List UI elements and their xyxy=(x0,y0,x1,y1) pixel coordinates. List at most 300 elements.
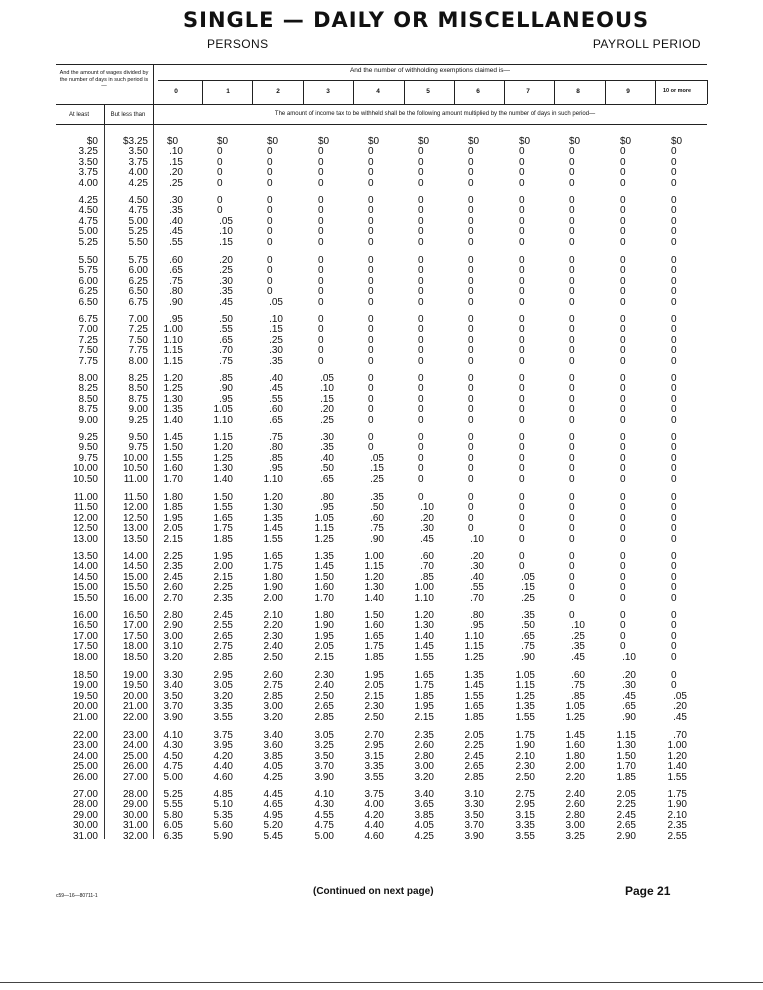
exemption-count-header: 10 or more xyxy=(662,88,692,94)
tax-amount-cell: 0 xyxy=(671,651,677,663)
tax-amount-cell: 3.25 xyxy=(565,830,585,842)
wage-but-less-cell: 31.00 xyxy=(122,820,148,832)
tax-amount-cell: 0 xyxy=(368,373,374,384)
tax-amount-cell: 1.60 xyxy=(163,463,183,475)
tax-amount-cell: .75 xyxy=(521,641,535,653)
table-row xyxy=(0,713,763,723)
tax-amount-cell: 0 xyxy=(468,265,474,277)
wage-at-least-cell: 8.25 xyxy=(78,383,98,395)
tax-amount-cell: 1.25 xyxy=(213,452,233,464)
tax-amount-cell: 1.10 xyxy=(464,630,484,642)
tax-amount-cell: 0 xyxy=(519,533,525,545)
tax-amount-cell: 0 xyxy=(368,236,374,248)
wage-header: And the amount of wages divided by the number of days in such period is— xyxy=(59,70,149,89)
tax-amount-cell: 0 xyxy=(671,571,677,583)
tax-amount-cell: .80 xyxy=(470,610,484,621)
tax-amount-cell: 1.35 xyxy=(263,512,283,524)
tax-amount-cell: 0 xyxy=(368,177,374,189)
table-row xyxy=(0,325,763,335)
tax-amount-cell: 0 xyxy=(569,236,575,248)
tax-amount-cell: 0 xyxy=(418,383,424,395)
tax-amount-cell: 3.70 xyxy=(163,701,183,713)
tax-amount-cell: 1.35 xyxy=(163,404,183,416)
table-row xyxy=(0,405,763,415)
tax-amount-cell: 0 xyxy=(620,523,626,535)
tax-amount-cell: 0 xyxy=(620,156,626,168)
tax-amount-cell: .35 xyxy=(571,641,585,653)
tax-amount-cell: 1.25 xyxy=(464,651,484,663)
tax-amount-cell: 3.65 xyxy=(414,799,434,811)
wage-but-less-cell: 17.50 xyxy=(122,630,148,642)
wage-but-less-cell: 4.50 xyxy=(128,195,148,206)
tax-amount-cell: 0 xyxy=(620,414,626,426)
tax-amount-cell: .25 xyxy=(269,334,283,346)
tax-amount-cell: 0 xyxy=(318,177,324,189)
tax-amount-cell: 0 xyxy=(418,345,424,357)
tax-amount-cell: 3.90 xyxy=(464,830,484,842)
tax-amount-cell: .05 xyxy=(521,571,535,583)
tax-amount-cell: 1.90 xyxy=(667,799,687,811)
tax-amount-cell: 0 xyxy=(620,512,626,524)
tax-amount-cell: .20 xyxy=(622,670,636,681)
tax-amount-cell: 1.40 xyxy=(364,592,384,604)
tax-amount-cell: 0 xyxy=(671,442,677,454)
tax-amount-cell: 2.05 xyxy=(163,523,183,535)
wage-at-least-cell: 22.00 xyxy=(72,730,98,741)
wage-but-less-cell: 8.00 xyxy=(128,355,148,367)
wage-at-least-cell: 3.25 xyxy=(78,146,98,158)
tax-amount-cell: .15 xyxy=(521,582,535,594)
tax-amount-cell: 0 xyxy=(468,334,474,346)
tax-amount-cell: 1.90 xyxy=(263,582,283,594)
tax-amount-cell: 0 xyxy=(620,373,626,384)
tax-amount-cell: 1.50 xyxy=(213,492,233,503)
tax-amount-cell: 0 xyxy=(620,610,626,621)
tax-amount-cell: 4.60 xyxy=(364,830,384,842)
wage-but-less-cell: 13.50 xyxy=(122,533,148,545)
tax-amount-cell: 0 xyxy=(217,205,223,217)
tax-amount-cell: 0 xyxy=(519,195,525,206)
tax-amount-cell: 0 xyxy=(318,167,324,179)
tax-amount-cell: 0 xyxy=(671,255,677,266)
tax-amount-cell: 0 xyxy=(620,324,626,336)
tax-amount-cell: .50 xyxy=(219,314,233,325)
tax-amount-cell: .75 xyxy=(370,523,384,535)
tax-amount-cell: .90 xyxy=(370,533,384,545)
tax-amount-cell: .75 xyxy=(169,275,183,287)
tax-amount-cell: 0 xyxy=(671,670,677,681)
tax-amount-cell: 1.15 xyxy=(314,523,334,535)
tax-amount-cell: .70 xyxy=(673,730,687,741)
tax-amount-cell: .30 xyxy=(269,345,283,357)
tax-amount-cell: .80 xyxy=(169,286,183,298)
wage-at-least-cell: 6.25 xyxy=(78,286,98,298)
tax-amount-cell: 1.85 xyxy=(213,533,233,545)
tax-amount-cell: 0 xyxy=(569,473,575,485)
tax-amount-cell: 1.50 xyxy=(616,750,636,762)
table-row xyxy=(0,653,763,663)
tax-amount-cell: 0 xyxy=(368,355,374,367)
wage-at-least-cell: 13.00 xyxy=(72,533,98,545)
tax-amount-cell: 1.20 xyxy=(364,571,384,583)
tax-amount-cell: 0 xyxy=(620,296,626,308)
tax-amount-cell: 0 xyxy=(519,146,525,158)
header-column-divider xyxy=(252,80,253,104)
tax-amount-cell: 3.20 xyxy=(163,651,183,663)
tax-amount-cell: 1.70 xyxy=(314,592,334,604)
wage-at-least-cell: 12.50 xyxy=(72,523,98,535)
tax-amount-cell: 2.50 xyxy=(314,690,334,702)
at-least-header: At least xyxy=(68,112,89,118)
tax-amount-cell: 0 xyxy=(569,582,575,594)
tax-amount-cell: 0 xyxy=(368,195,374,206)
tax-amount-cell: 0 xyxy=(519,167,525,179)
tax-amount-cell: 0 xyxy=(620,551,626,562)
tax-amount-cell: 0 xyxy=(418,355,424,367)
wage-but-less-cell: $3.25 xyxy=(122,136,148,147)
tax-amount-cell: .25 xyxy=(219,265,233,277)
tax-amount-cell: .30 xyxy=(320,432,334,443)
tax-amount-cell: 3.10 xyxy=(163,641,183,653)
tax-amount-cell: 1.60 xyxy=(364,620,384,632)
tax-amount-cell: 1.05 xyxy=(314,512,334,524)
table-row xyxy=(0,384,763,394)
header-column-divider xyxy=(104,104,105,124)
tax-amount-cell: 3.50 xyxy=(314,750,334,762)
tax-amount-cell: 4.05 xyxy=(414,820,434,832)
tax-amount-cell: .75 xyxy=(269,432,283,443)
wage-but-less-cell: 6.50 xyxy=(128,286,148,298)
tax-amount-cell: 3.70 xyxy=(464,820,484,832)
table-row xyxy=(0,287,763,297)
tax-amount-cell: 1.55 xyxy=(515,711,535,723)
tax-amount-cell: 4.25 xyxy=(263,771,283,783)
tax-amount-cell: .80 xyxy=(269,442,283,454)
tax-amount-cell: 0 xyxy=(569,215,575,227)
tax-amount-cell: .90 xyxy=(219,383,233,395)
tax-amount-cell: 2.80 xyxy=(565,809,585,821)
tax-amount-cell: 0 xyxy=(519,345,525,357)
tax-amount-cell: 2.45 xyxy=(464,750,484,762)
tax-amount-cell: 3.60 xyxy=(263,740,283,752)
wage-but-less-cell: 20.00 xyxy=(122,690,148,702)
tax-amount-cell: 6.05 xyxy=(163,820,183,832)
tax-amount-cell: 0 xyxy=(519,432,525,443)
tax-amount-cell: 0 xyxy=(671,345,677,357)
tax-amount-cell: 0 xyxy=(368,334,374,346)
tax-amount-cell: $0 xyxy=(167,136,179,147)
tax-amount-cell: 0 xyxy=(468,314,474,325)
wage-at-least-cell: 19.00 xyxy=(72,680,98,692)
tax-amount-cell: .25 xyxy=(521,592,535,604)
tax-amount-cell: 4.10 xyxy=(314,789,334,800)
tax-amount-cell: 0 xyxy=(217,167,223,179)
tax-amount-cell: 0 xyxy=(671,463,677,475)
tax-amount-cell: 3.20 xyxy=(263,711,283,723)
tax-amount-cell: 0 xyxy=(620,463,626,475)
tax-amount-cell: 2.35 xyxy=(163,561,183,573)
tax-amount-cell: 0 xyxy=(418,177,424,189)
tax-amount-cell: .65 xyxy=(269,414,283,426)
tax-amount-cell: 0 xyxy=(468,463,474,475)
tax-header: The amount of income tax to be withheld shall be the following amount multiplied by the number of days in such period— xyxy=(274,111,596,117)
subtitle-payroll-period: PAYROLL PERIOD xyxy=(592,37,701,51)
tax-amount-cell: .05 xyxy=(269,296,283,308)
wage-at-least-cell: 6.75 xyxy=(78,314,98,325)
tax-amount-cell: 1.30 xyxy=(414,620,434,632)
tax-amount-cell: 0 xyxy=(671,275,677,287)
tax-amount-cell: 2.65 xyxy=(464,761,484,773)
tax-amount-cell: 0 xyxy=(368,146,374,158)
tax-amount-cell: 1.75 xyxy=(515,730,535,741)
tax-amount-cell: .40 xyxy=(169,215,183,227)
tax-amount-cell: .10 xyxy=(420,502,434,514)
tax-amount-cell: 0 xyxy=(519,156,525,168)
tax-amount-cell: 2.75 xyxy=(515,789,535,800)
tax-amount-cell: 0 xyxy=(468,393,474,405)
tax-amount-cell: 0 xyxy=(368,296,374,308)
tax-amount-cell: 1.30 xyxy=(616,740,636,752)
tax-amount-cell: .35 xyxy=(219,286,233,298)
tax-amount-cell: 5.00 xyxy=(314,830,334,842)
wage-but-less-cell: 26.00 xyxy=(122,761,148,773)
tax-amount-cell: 1.80 xyxy=(263,571,283,583)
tax-amount-cell: 0 xyxy=(620,334,626,346)
exemption-count-header: 0 xyxy=(174,88,178,95)
tax-amount-cell: 0 xyxy=(519,265,525,277)
tax-amount-cell: 0 xyxy=(671,630,677,642)
tax-amount-cell: .45 xyxy=(571,651,585,663)
wage-but-less-cell: 8.75 xyxy=(128,393,148,405)
tax-amount-cell: .85 xyxy=(571,690,585,702)
tax-amount-cell: 0 xyxy=(318,345,324,357)
tax-amount-cell: 0 xyxy=(418,236,424,248)
tax-amount-cell: 3.30 xyxy=(163,670,183,681)
tax-amount-cell: 0 xyxy=(318,286,324,298)
exemption-count-header: 9 xyxy=(626,88,630,95)
tax-amount-cell: 2.70 xyxy=(163,592,183,604)
tax-amount-cell: 1.10 xyxy=(414,592,434,604)
tax-amount-cell: 0 xyxy=(368,345,374,357)
wage-but-less-cell: 5.75 xyxy=(128,255,148,266)
tax-amount-cell: 0 xyxy=(418,414,424,426)
tax-amount-cell: 2.60 xyxy=(414,740,434,752)
tax-amount-cell: 1.40 xyxy=(414,630,434,642)
tax-amount-cell: .25 xyxy=(571,630,585,642)
wage-at-least-cell: 28.00 xyxy=(72,799,98,811)
wage-at-least-cell: 8.00 xyxy=(78,373,98,384)
tax-amount-cell: .85 xyxy=(420,571,434,583)
tax-amount-cell: 0 xyxy=(620,492,626,503)
wage-at-least-cell: 8.75 xyxy=(78,404,98,416)
tax-amount-cell: 0 xyxy=(569,265,575,277)
tax-amount-cell: .90 xyxy=(622,711,636,723)
wage-but-less-cell: 7.50 xyxy=(128,334,148,346)
tax-amount-cell: 0 xyxy=(569,345,575,357)
tax-amount-cell: 0 xyxy=(671,355,677,367)
tax-amount-cell: 0 xyxy=(671,523,677,535)
tax-amount-cell: 0 xyxy=(620,146,626,158)
tax-amount-cell: 2.75 xyxy=(263,680,283,692)
tax-amount-cell: .45 xyxy=(269,383,283,395)
tax-amount-cell: 1.55 xyxy=(414,651,434,663)
tax-amount-cell: .60 xyxy=(169,255,183,266)
table-row xyxy=(0,475,763,485)
tax-amount-cell: 0 xyxy=(519,473,525,485)
tax-amount-cell: 0 xyxy=(671,156,677,168)
tax-amount-cell: 0 xyxy=(318,275,324,287)
tax-amount-cell: 0 xyxy=(318,255,324,266)
tax-amount-cell: 2.45 xyxy=(213,610,233,621)
tax-amount-cell: 2.55 xyxy=(667,830,687,842)
wage-at-least-cell: 29.00 xyxy=(72,809,98,821)
tax-amount-cell: 2.05 xyxy=(364,680,384,692)
wage-but-less-cell: 3.75 xyxy=(128,156,148,168)
wage-at-least-cell: 3.75 xyxy=(78,167,98,179)
tax-amount-cell: 0 xyxy=(267,167,273,179)
tax-amount-cell: 0 xyxy=(569,275,575,287)
tax-amount-cell: .10 xyxy=(169,146,183,158)
tax-amount-cell: 1.05 xyxy=(515,670,535,681)
tax-amount-cell: 0 xyxy=(418,452,424,464)
tax-amount-cell: 6.35 xyxy=(163,830,183,842)
tax-amount-cell: 0 xyxy=(468,442,474,454)
tax-amount-cell: 0 xyxy=(620,355,626,367)
tax-amount-cell: 3.35 xyxy=(213,701,233,713)
tax-amount-cell: 3.05 xyxy=(314,730,334,741)
tax-amount-cell: 3.50 xyxy=(464,809,484,821)
tax-amount-cell: 0 xyxy=(671,146,677,158)
tax-amount-cell: .60 xyxy=(269,404,283,416)
wage-at-least-cell: 21.00 xyxy=(72,711,98,723)
tax-amount-cell: 0 xyxy=(418,324,424,336)
tax-amount-cell: 0 xyxy=(519,523,525,535)
tax-amount-cell: 1.85 xyxy=(616,771,636,783)
tax-amount-cell: .95 xyxy=(470,620,484,632)
tax-amount-cell: 2.15 xyxy=(364,690,384,702)
table-row xyxy=(0,158,763,168)
tax-amount-cell: 1.25 xyxy=(163,383,183,395)
tax-amount-cell: 0 xyxy=(468,195,474,206)
exemption-count-header: 1 xyxy=(226,88,230,95)
tax-amount-cell: 0 xyxy=(519,177,525,189)
tax-amount-cell: 0 xyxy=(620,167,626,179)
tax-amount-cell: 1.10 xyxy=(263,473,283,485)
tax-amount-cell: $0 xyxy=(468,136,480,147)
tax-amount-cell: 2.15 xyxy=(163,533,183,545)
tax-amount-cell: 4.60 xyxy=(213,771,233,783)
tax-amount-cell: 0 xyxy=(519,355,525,367)
exemption-count-header: 7 xyxy=(526,88,530,95)
tax-amount-cell: 0 xyxy=(519,502,525,514)
tax-amount-cell: 1.45 xyxy=(163,432,183,443)
tax-amount-cell: 1.85 xyxy=(364,651,384,663)
tax-amount-cell: $0 xyxy=(368,136,380,147)
tax-amount-cell: 0 xyxy=(671,452,677,464)
tax-amount-cell: 0 xyxy=(569,523,575,535)
tax-amount-cell: 1.35 xyxy=(314,551,334,562)
tax-amount-cell: 0 xyxy=(519,314,525,325)
tax-amount-cell: $0 xyxy=(418,136,430,147)
table-row xyxy=(0,277,763,287)
tax-amount-cell: 0 xyxy=(368,167,374,179)
tax-amount-cell: 1.95 xyxy=(213,551,233,562)
tax-amount-cell: 0 xyxy=(318,205,324,217)
tax-amount-cell: 0 xyxy=(671,167,677,179)
tax-amount-cell: .20 xyxy=(219,255,233,266)
tax-amount-cell: 2.25 xyxy=(163,551,183,562)
tax-amount-cell: .25 xyxy=(370,473,384,485)
tax-amount-cell: .15 xyxy=(320,393,334,405)
tax-amount-cell: 0 xyxy=(671,551,677,562)
tax-amount-cell: 0 xyxy=(267,275,273,287)
tax-amount-cell: 0 xyxy=(519,205,525,217)
tax-amount-cell: 1.55 xyxy=(464,690,484,702)
tax-amount-cell: 5.60 xyxy=(213,820,233,832)
wage-at-least-cell: 6.00 xyxy=(78,275,98,287)
tax-amount-cell: .50 xyxy=(521,620,535,632)
tax-amount-cell: 0 xyxy=(519,373,525,384)
tax-amount-cell: 0 xyxy=(468,373,474,384)
tax-amount-cell: 0 xyxy=(368,226,374,238)
wage-at-least-cell: 10.00 xyxy=(72,463,98,475)
tax-amount-cell: 0 xyxy=(569,373,575,384)
tax-amount-cell: .30 xyxy=(420,523,434,535)
tax-amount-cell: .70 xyxy=(470,592,484,604)
tax-amount-cell: 0 xyxy=(368,432,374,443)
tax-amount-cell: 3.10 xyxy=(464,789,484,800)
tax-amount-cell: 0 xyxy=(267,195,273,206)
tax-amount-cell: .05 xyxy=(219,215,233,227)
tax-amount-cell: 0 xyxy=(671,432,677,443)
tax-amount-cell: .60 xyxy=(370,512,384,524)
tax-amount-cell: 2.65 xyxy=(616,820,636,832)
tax-amount-cell: 0 xyxy=(620,630,626,642)
wage-at-least-cell: 18.50 xyxy=(72,670,98,681)
tax-amount-cell: 1.55 xyxy=(667,771,687,783)
tax-amount-cell: 0 xyxy=(368,442,374,454)
tax-amount-cell: 2.30 xyxy=(263,630,283,642)
tax-amount-cell: 0 xyxy=(468,345,474,357)
tax-amount-cell: 0 xyxy=(217,195,223,206)
tax-amount-cell: 5.90 xyxy=(213,830,233,842)
tax-amount-cell: 0 xyxy=(620,314,626,325)
tax-amount-cell: .55 xyxy=(269,393,283,405)
tax-amount-cell: 0 xyxy=(418,156,424,168)
tax-amount-cell: 0 xyxy=(671,393,677,405)
tax-amount-cell: 0 xyxy=(418,296,424,308)
wage-but-less-cell: 25.00 xyxy=(122,750,148,762)
wage-but-less-cell: 6.75 xyxy=(128,296,148,308)
tax-amount-cell: 0 xyxy=(519,286,525,298)
tax-amount-cell: 1.90 xyxy=(515,740,535,752)
tax-amount-cell: 3.05 xyxy=(213,680,233,692)
tax-amount-cell: .30 xyxy=(470,561,484,573)
tax-amount-cell: 0 xyxy=(468,177,474,189)
tax-amount-cell: 0 xyxy=(468,404,474,416)
wage-at-least-cell: 12.00 xyxy=(72,512,98,524)
tax-amount-cell: 0 xyxy=(519,226,525,238)
tax-amount-cell: 2.50 xyxy=(515,771,535,783)
wage-but-less-cell: 5.50 xyxy=(128,236,148,248)
tax-amount-cell: 1.20 xyxy=(213,442,233,454)
tax-amount-cell: 0 xyxy=(418,492,424,503)
tax-amount-cell: 0 xyxy=(569,502,575,514)
header-column-divider xyxy=(707,80,708,104)
tax-amount-cell: 3.20 xyxy=(414,771,434,783)
tax-amount-cell: .65 xyxy=(521,630,535,642)
tax-amount-cell: .30 xyxy=(622,680,636,692)
